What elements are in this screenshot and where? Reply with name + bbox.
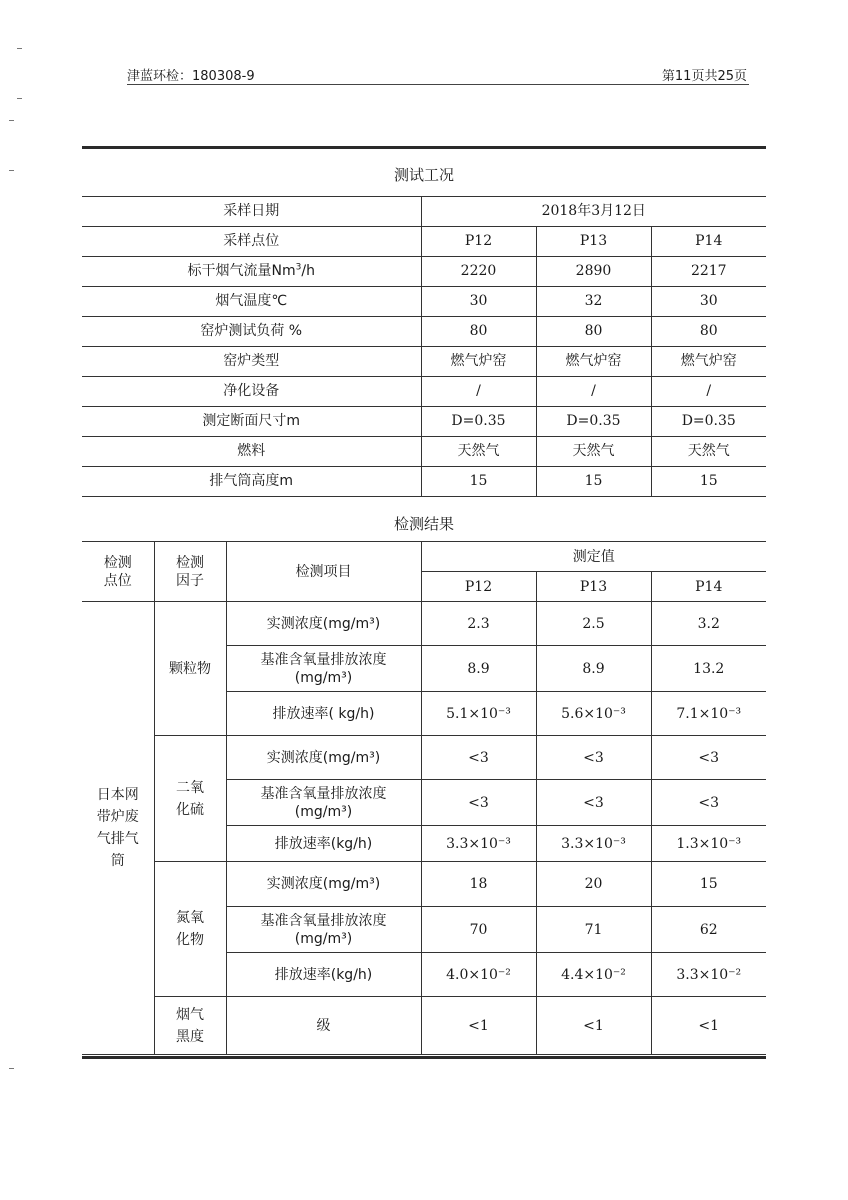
- cell: P12: [421, 226, 536, 256]
- value-cell: 62: [651, 907, 766, 953]
- col-header-point-id: P13: [536, 572, 651, 602]
- cell: P14: [651, 226, 766, 256]
- table-row: [82, 602, 766, 646]
- item-cell: 基准含氧量排放浓度 (mg/m³): [226, 907, 421, 953]
- sampling-date: 2018年3月12日: [421, 196, 766, 226]
- scan-mark: [9, 170, 14, 171]
- value-cell: <1: [536, 997, 651, 1055]
- table-row: [82, 376, 766, 406]
- value-cell: <1: [421, 997, 536, 1055]
- cell: /: [536, 376, 651, 406]
- cell: 燃气炉窑: [421, 346, 536, 376]
- row-label: [82, 256, 421, 286]
- report-number: 津蓝环检：180308-9: [127, 69, 255, 84]
- table-row: [82, 316, 766, 346]
- value-cell: 18: [421, 862, 536, 907]
- item-cell: 实测浓度(mg/m³): [226, 602, 421, 646]
- col-header-point-id: P14: [651, 572, 766, 602]
- table-row: [82, 256, 766, 286]
- table-row: [82, 436, 766, 466]
- table-row: [82, 286, 766, 316]
- item-cell: 实测浓度(mg/m³): [226, 736, 421, 780]
- table-row: [82, 226, 766, 256]
- item-cell: 基准含氧量排放浓度 (mg/m³): [226, 646, 421, 692]
- cell: 2217: [651, 256, 766, 286]
- factor-cell: 氮氧 化物: [154, 862, 226, 997]
- cell: 燃气炉窑: [536, 346, 651, 376]
- col-header-factor: 检测 因子: [154, 542, 226, 602]
- table-row: [82, 736, 766, 780]
- cell: /: [421, 376, 536, 406]
- row-label: 采样点位: [82, 226, 421, 256]
- row-label: 排气筒高度m: [82, 466, 421, 496]
- value-cell: 3.3×10⁻³: [536, 826, 651, 862]
- cell: 80: [536, 316, 651, 346]
- value-cell: 4.0×10⁻²: [421, 953, 536, 997]
- value-cell: 15: [651, 862, 766, 907]
- value-cell: <3: [421, 736, 536, 780]
- page-number: 第11页共25页: [661, 69, 747, 84]
- value-cell: 1.3×10⁻³: [651, 826, 766, 862]
- value-cell: 70: [421, 907, 536, 953]
- row-label-sup: 3: [295, 262, 302, 273]
- cell: /: [651, 376, 766, 406]
- table-row: [82, 862, 766, 907]
- row-label: 净化设备: [82, 376, 421, 406]
- conditions-title-row: [82, 155, 766, 196]
- value-cell: 3.3×10⁻³: [421, 826, 536, 862]
- conditions-table: [82, 155, 766, 497]
- factor-cell: 烟气 黑度: [154, 997, 226, 1055]
- cell: 天然气: [536, 436, 651, 466]
- row-label: 窑炉测试负荷 %: [82, 316, 421, 346]
- header-rule: [127, 84, 749, 85]
- value-cell: 8.9: [421, 646, 536, 692]
- cell: 天然气: [651, 436, 766, 466]
- value-cell: 3.3×10⁻²: [651, 953, 766, 997]
- cell: 32: [536, 286, 651, 316]
- value-cell: <3: [421, 780, 536, 826]
- cell: 2890: [536, 256, 651, 286]
- value-cell: 2.3: [421, 602, 536, 646]
- value-cell: <3: [651, 780, 766, 826]
- table-row: [82, 196, 766, 226]
- value-cell: 3.2: [651, 602, 766, 646]
- factor-cell: 二氧 化硫: [154, 736, 226, 862]
- row-label: 采样日期: [82, 196, 421, 226]
- item-cell: 基准含氧量排放浓度 (mg/m³): [226, 780, 421, 826]
- item-cell: 排放速率(kg/h): [226, 826, 421, 862]
- factor-cell: 颗粒物: [154, 602, 226, 736]
- col-header-item: 检测项目: [226, 542, 421, 602]
- scan-mark: [17, 48, 22, 49]
- scan-mark: [17, 98, 22, 99]
- scan-mark: [9, 120, 14, 121]
- results-title: 检测结果: [393, 515, 454, 533]
- value-cell: 20: [536, 862, 651, 907]
- value-cell: 7.1×10⁻³: [651, 692, 766, 736]
- table-row: [82, 406, 766, 436]
- cell: D=0.35: [651, 406, 766, 436]
- cell: 2220: [421, 256, 536, 286]
- table-row: [82, 346, 766, 376]
- cell: 15: [536, 466, 651, 496]
- value-cell: 4.4×10⁻²: [536, 953, 651, 997]
- cell: P13: [536, 226, 651, 256]
- item-cell: 排放速率( kg/h): [226, 692, 421, 736]
- results-table: [82, 541, 766, 1055]
- bottom-double-rule: [82, 1056, 766, 1059]
- value-cell: <3: [651, 736, 766, 780]
- col-header-measured: 测定值: [421, 542, 766, 572]
- row-label-text: 标干烟气流量Nm: [187, 263, 296, 279]
- col-header-point: 检测 点位: [82, 542, 154, 602]
- value-cell: 8.9: [536, 646, 651, 692]
- value-cell: <3: [536, 736, 651, 780]
- value-cell: <1: [651, 997, 766, 1055]
- page-header: [127, 63, 747, 85]
- cell: 15: [421, 466, 536, 496]
- cell: 15: [651, 466, 766, 496]
- conditions-title: 测试工况: [82, 155, 766, 196]
- cell: D=0.35: [421, 406, 536, 436]
- row-label: 烟气温度℃: [82, 286, 421, 316]
- row-label: 窑炉类型: [82, 346, 421, 376]
- row-label: 测定断面尺寸m: [82, 406, 421, 436]
- col-header-point-id: P12: [421, 572, 536, 602]
- item-cell: 排放速率(kg/h): [226, 953, 421, 997]
- value-cell: 2.5: [536, 602, 651, 646]
- value-cell: 5.6×10⁻³: [536, 692, 651, 736]
- item-cell: 级: [226, 997, 421, 1055]
- results-header-row: [82, 542, 766, 572]
- cell: 30: [651, 286, 766, 316]
- value-cell: <3: [536, 780, 651, 826]
- location-cell: 日本网 带炉废 气排气 筒: [82, 602, 154, 1055]
- cell: 80: [421, 316, 536, 346]
- table-row: [82, 997, 766, 1055]
- scan-mark: [9, 1068, 14, 1069]
- value-cell: 71: [536, 907, 651, 953]
- top-double-rule: [82, 146, 766, 149]
- value-cell: 13.2: [651, 646, 766, 692]
- cell: 燃气炉窑: [651, 346, 766, 376]
- item-cell: 实测浓度(mg/m³): [226, 862, 421, 907]
- cell: 天然气: [421, 436, 536, 466]
- cell: 30: [421, 286, 536, 316]
- row-label-tail: /h: [301, 263, 315, 279]
- cell: 80: [651, 316, 766, 346]
- table-row: [82, 466, 766, 496]
- value-cell: 5.1×10⁻³: [421, 692, 536, 736]
- cell: D=0.35: [536, 406, 651, 436]
- row-label: 燃料: [82, 436, 421, 466]
